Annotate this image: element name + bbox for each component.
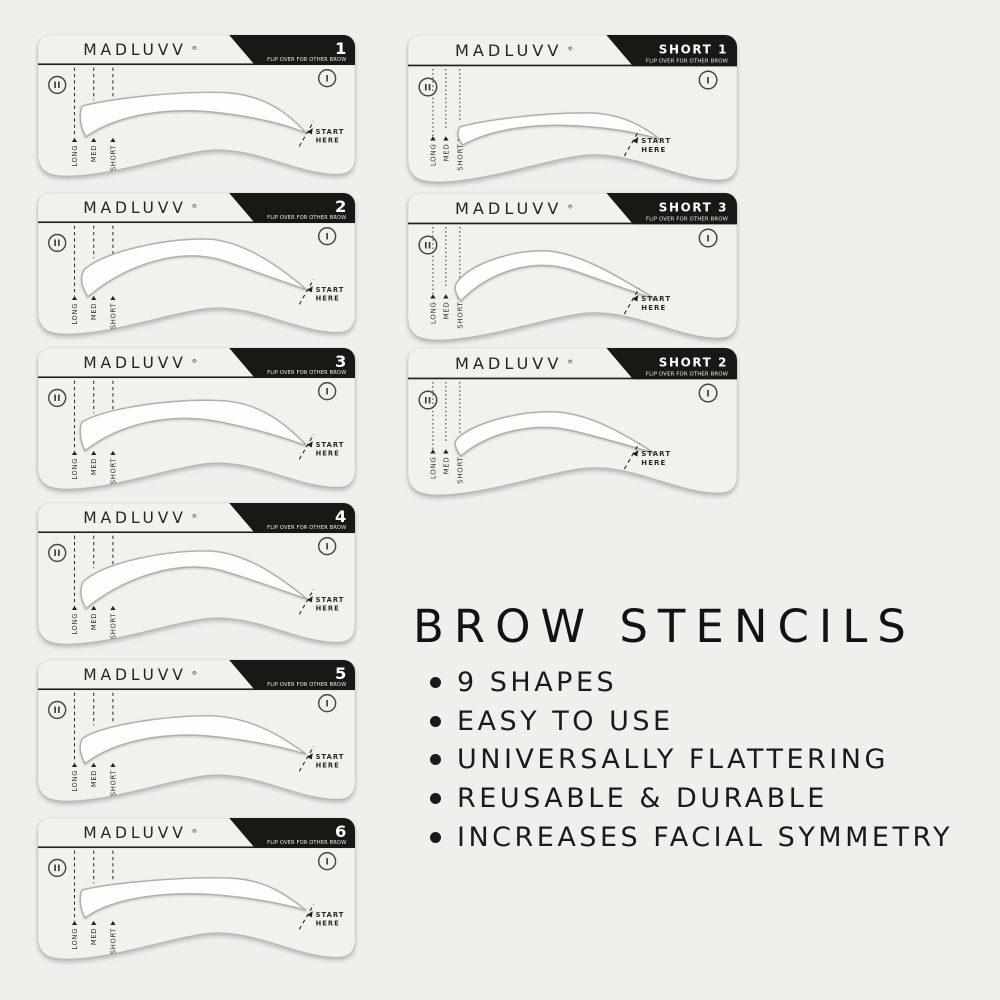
bullet-dot-icon — [430, 677, 441, 688]
flip-over-text: FLIP OVER FOR OTHER BROW — [267, 56, 347, 63]
measure-label-short: SHORT — [109, 144, 118, 172]
flip-over-text: FLIP OVER FOR OTHER BROW — [645, 58, 729, 65]
stencil-card-6 — [38, 818, 355, 962]
feature-list-item — [430, 663, 953, 702]
stencil-card-short-1 — [408, 35, 737, 185]
start-here-label-line2: HERE — [315, 919, 340, 928]
brand-logo: MADLUVV — [455, 198, 563, 219]
flip-over-text: FLIP OVER FOR OTHER BROW — [267, 681, 347, 688]
card-label: 1 — [334, 39, 347, 59]
brand-logo: MADLUVV — [83, 354, 187, 373]
bullet-dot-icon — [430, 793, 441, 804]
flip-over-text: FLIP OVER FOR OTHER BROW — [645, 371, 729, 378]
measure-label-long: LONG — [70, 302, 80, 325]
registered-mark-icon: ® — [567, 204, 574, 211]
feature-text: UNIVERSALLY FLATTERING — [457, 744, 889, 776]
card-label: 6 — [334, 822, 347, 842]
registered-mark-icon: ® — [191, 513, 198, 520]
stencil-card-2 — [38, 193, 355, 337]
stencil-card-5 — [38, 660, 355, 804]
stencil-card-short-3 — [408, 193, 737, 343]
side-two-numeral: II — [53, 394, 61, 405]
brand-logo: MADLUVV — [83, 824, 187, 843]
start-here-label-line2: HERE — [315, 294, 340, 303]
brand-logo: MADLUVV — [83, 666, 187, 685]
start-here-label-line2: HERE — [641, 145, 667, 155]
stencil-card-3 — [38, 348, 355, 492]
side-one-numeral: I — [706, 234, 710, 245]
stencil-card-1 — [38, 35, 355, 179]
measure-label-med: MED — [442, 301, 451, 320]
measure-label-med: MED — [90, 457, 99, 476]
start-here-label: START — [315, 910, 345, 919]
brand-logo: MADLUVV — [83, 509, 187, 528]
card-label: SHORT 3 — [658, 200, 729, 215]
measure-label-short: SHORT — [109, 612, 118, 640]
start-here-label: START — [315, 285, 345, 294]
measure-label-short: SHORT — [109, 769, 118, 797]
registered-mark-icon: ® — [191, 828, 198, 835]
bullet-dot-icon — [430, 716, 441, 727]
registered-mark-icon: ® — [567, 46, 574, 53]
flip-over-text: FLIP OVER FOR OTHER BROW — [267, 214, 347, 221]
start-here-label: START — [315, 440, 345, 449]
start-here-label: START — [315, 752, 345, 761]
feature-list-item — [430, 818, 953, 857]
side-two-numeral: II — [53, 864, 61, 875]
side-one-numeral: I — [325, 74, 329, 85]
side-two-numeral: II — [424, 83, 432, 94]
side-two-numeral: II — [53, 81, 61, 92]
measure-label-short: SHORT — [109, 457, 118, 485]
side-one-numeral: I — [706, 389, 710, 400]
measure-label-med: MED — [90, 927, 99, 946]
start-here-label: START — [315, 127, 345, 136]
start-here-label-line2: HERE — [641, 303, 667, 313]
side-one-numeral: I — [325, 387, 329, 398]
start-here-label-line2: HERE — [315, 761, 340, 770]
measure-label-long: LONG — [429, 456, 438, 480]
side-two-numeral: II — [53, 549, 61, 560]
side-one-numeral: I — [325, 857, 329, 868]
registered-mark-icon: ® — [191, 203, 198, 210]
measure-label-short: SHORT — [456, 301, 465, 329]
flip-over-text: FLIP OVER FOR OTHER BROW — [267, 369, 347, 376]
card-label: SHORT 2 — [658, 355, 729, 370]
measure-label-med: MED — [90, 769, 99, 788]
side-one-numeral: I — [325, 232, 329, 243]
measure-label-med: MED — [442, 456, 451, 475]
measure-label-short: SHORT — [456, 143, 465, 171]
feature-text: 9 SHAPES — [457, 666, 618, 698]
brand-logo: MADLUVV — [455, 353, 563, 374]
registered-mark-icon: ® — [567, 359, 574, 366]
start-here-label: START — [641, 294, 672, 304]
product-title: BROW STENCILS — [413, 600, 916, 653]
measure-label-short: SHORT — [109, 927, 118, 955]
side-one-numeral: I — [325, 542, 329, 553]
flip-over-text: FLIP OVER FOR OTHER BROW — [267, 524, 347, 531]
flip-over-text: FLIP OVER FOR OTHER BROW — [267, 839, 347, 846]
measure-label-long: LONG — [70, 144, 80, 167]
stencil-card-4 — [38, 503, 355, 647]
feature-list-item — [430, 779, 953, 818]
feature-text: REUSABLE & DURABLE — [457, 783, 828, 815]
measure-label-long: LONG — [70, 769, 80, 792]
feature-list — [430, 663, 953, 857]
start-here-label: START — [315, 595, 345, 604]
start-here-label: START — [641, 136, 672, 146]
bullet-dot-icon — [430, 832, 441, 843]
feature-text: EASY TO USE — [457, 705, 674, 737]
measure-label-med: MED — [90, 612, 99, 631]
measure-label-short: SHORT — [456, 456, 465, 484]
measure-label-med: MED — [90, 302, 99, 321]
side-two-numeral: II — [53, 239, 61, 250]
side-two-numeral: II — [424, 396, 432, 407]
side-two-numeral: II — [424, 241, 432, 252]
side-one-numeral: I — [706, 76, 710, 87]
start-here-label-line2: HERE — [315, 136, 340, 145]
feature-list-item — [430, 741, 953, 780]
card-label: SHORT 1 — [658, 42, 729, 57]
stencil-card-short-2 — [408, 348, 737, 498]
measure-label-med: MED — [90, 144, 99, 163]
flip-over-text: FLIP OVER FOR OTHER BROW — [645, 216, 729, 223]
measure-label-long: LONG — [70, 612, 80, 635]
measure-label-med: MED — [442, 143, 451, 162]
bullet-dot-icon — [430, 754, 441, 765]
start-here-label-line2: HERE — [315, 604, 340, 613]
brand-logo: MADLUVV — [455, 40, 563, 61]
registered-mark-icon: ® — [191, 358, 198, 365]
card-label: 5 — [334, 664, 347, 684]
feature-panel — [413, 600, 988, 854]
side-one-numeral: I — [325, 699, 329, 710]
brand-logo: MADLUVV — [83, 41, 187, 60]
card-label: 2 — [334, 197, 347, 217]
brand-logo: MADLUVV — [83, 199, 187, 218]
measure-label-long: LONG — [429, 143, 438, 167]
start-here-label: START — [641, 449, 672, 459]
measure-label-long: LONG — [70, 927, 80, 950]
measure-label-long: LONG — [70, 457, 80, 480]
start-here-label-line2: HERE — [315, 449, 340, 458]
card-label: 3 — [334, 352, 347, 372]
registered-mark-icon: ® — [191, 45, 198, 52]
card-label: 4 — [334, 507, 347, 527]
feature-text: INCREASES FACIAL SYMMETRY — [457, 822, 953, 854]
measure-label-short: SHORT — [109, 302, 118, 330]
start-here-label-line2: HERE — [641, 458, 667, 468]
side-two-numeral: II — [53, 706, 61, 717]
measure-label-long: LONG — [429, 301, 438, 325]
registered-mark-icon: ® — [191, 670, 198, 677]
feature-list-item — [430, 702, 953, 741]
